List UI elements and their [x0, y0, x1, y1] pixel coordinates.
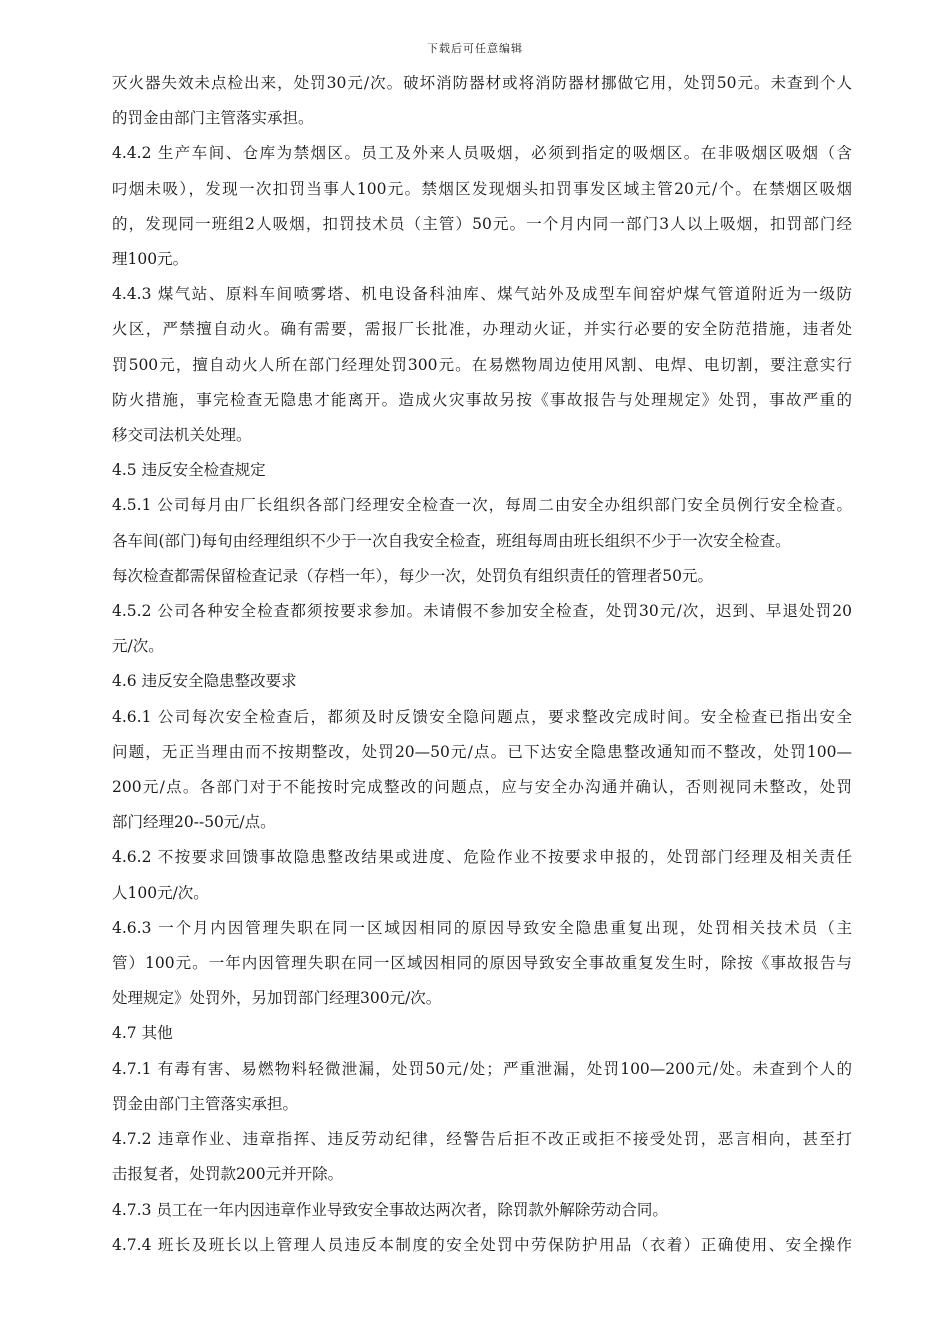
text-line: 问题，无正当理由而不按期整改，处罚20—50元/点。已下达安全隐患整改通知而不整改，处罚100—	[112, 742, 852, 761]
text-line: 4.4.3 煤气站、原料车间喷雾塔、机电设备科油库、煤气站外及成型车间窑炉煤气管道附近为一级防	[112, 285, 852, 304]
text-line: 火区，严禁擅自动火。确有需要，需报厂长批准，办理动火证，并实行必要的安全防范措施，违者处	[112, 320, 852, 339]
text-line: 灭火器失效未点检出来，处罚30元/次。破坏消防器材或将消防器材挪做它用，处罚50元。未查到个人	[112, 74, 852, 92]
text-line: 罚500元，擅自动火人所在部门经理处罚300元。在易燃物周边使用风割、电焊、电切割，要注意实行	[112, 355, 852, 374]
page-header: 下载后可任意编辑	[427, 42, 523, 55]
text-line: 4.5.1 公司每月由厂长组织各部门经理安全检查一次，每周二由安全办组织部门安全员例行安全检查。	[112, 496, 852, 515]
text-line: 4.6 违反安全隐患整改要求	[112, 672, 297, 691]
text-line: 4.7.3 员工在一年内因违章作业导致安全事故达两次者，除罚款外解除劳动合同。	[112, 1200, 668, 1219]
text-line: 4.7 其他	[112, 1024, 173, 1043]
text-line: 击报复者，处罚款200元并开除。	[112, 1165, 344, 1184]
text-line: 4.5 违反安全检查规定	[112, 461, 266, 480]
text-line: 每次检查都需保留检查记录（存档一年），每少一次，处罚负有组织责任的管理者50元。	[112, 566, 713, 585]
text-line: 4.7.4 班长及班长以上管理人员违反本制度的安全处罚中劳保防护用品（衣着）正确使用、安全操作	[112, 1235, 852, 1254]
text-line: 处理规定》处罚外，另加罚部门经理300元/次。	[112, 989, 442, 1008]
text-line: 防火措施，事完检查无隐患才能离开。造成火灾事故另按《事故报告与处理规定》处罚，事故严重的	[112, 390, 852, 409]
text-line: 200元/点。各部门对于不能按时完成整改的问题点，应与安全办沟通并确认，否则视同未整改，处罚	[112, 778, 852, 797]
text-line: 4.6.2 不按要求回馈事故隐患整改结果或进度、危险作业不按要求申报的，处罚部门经理及相关责任	[112, 848, 852, 867]
text-line: 4.6.3 一个月内因管理失职在同一区域因相同的原因导致安全隐患重复出现，处罚相关技术员（主	[112, 918, 852, 937]
text-line: 各车间(部门)每旬由经理组织不少于一次自我安全检查，班组每周由班长组织不少于一次安全检查。	[112, 531, 791, 550]
text-line: 4.5.2 公司各种安全检查都须按要求参加。未请假不参加安全检查，处罚30元/次，迟到、早退处罚20	[112, 602, 852, 621]
text-line: 元/次。	[112, 637, 164, 656]
text-line: 的罚金由部门主管落实承担。	[112, 109, 314, 128]
text-line: 4.7.1 有毒有害、易燃物料轻微泄漏，处罚50元/处；严重泄漏，处罚100—200元/处。未查到个人的	[112, 1059, 852, 1078]
text-line: 的，发现同一班组2人吸烟，扣罚技术员（主管）50元。一个月内同一部门3人以上吸烟，扣罚部门经	[112, 214, 852, 233]
text-line: 4.7.2 违章作业、违章指挥、违反劳动纪律，经警告后拒不改正或拒不接受处罚，恶言相向，甚至打	[112, 1130, 852, 1149]
text-line: 移交司法机关处理。	[112, 426, 252, 445]
text-line: 部门经理20--50元/点。	[112, 813, 276, 832]
text-line: 人100元/次。	[112, 883, 209, 902]
text-line: 4.6.1 公司每次安全检查后，都须及时反馈安全隐问题点，要求整改完成时间。安全检查已指出安全	[112, 707, 852, 726]
text-line: 4.4.2 生产车间、仓库为禁烟区。员工及外来人员吸烟，必须到指定的吸烟区。在非吸烟区吸烟（含	[112, 144, 852, 163]
text-line: 理100元。	[112, 250, 189, 269]
text-line: 管）100元。一年内因管理失职在同一区域因相同的原因导致安全事故重复发生时，除按《事故报告与	[112, 954, 852, 973]
text-line: 罚金由部门主管落实承担。	[112, 1094, 299, 1113]
text-line: 叼烟未吸），发现一次扣罚当事人100元。禁烟区发现烟头扣罚事发区域主管20元/个。在禁烟区吸烟	[112, 179, 852, 198]
document-body	[112, 66, 852, 1263]
